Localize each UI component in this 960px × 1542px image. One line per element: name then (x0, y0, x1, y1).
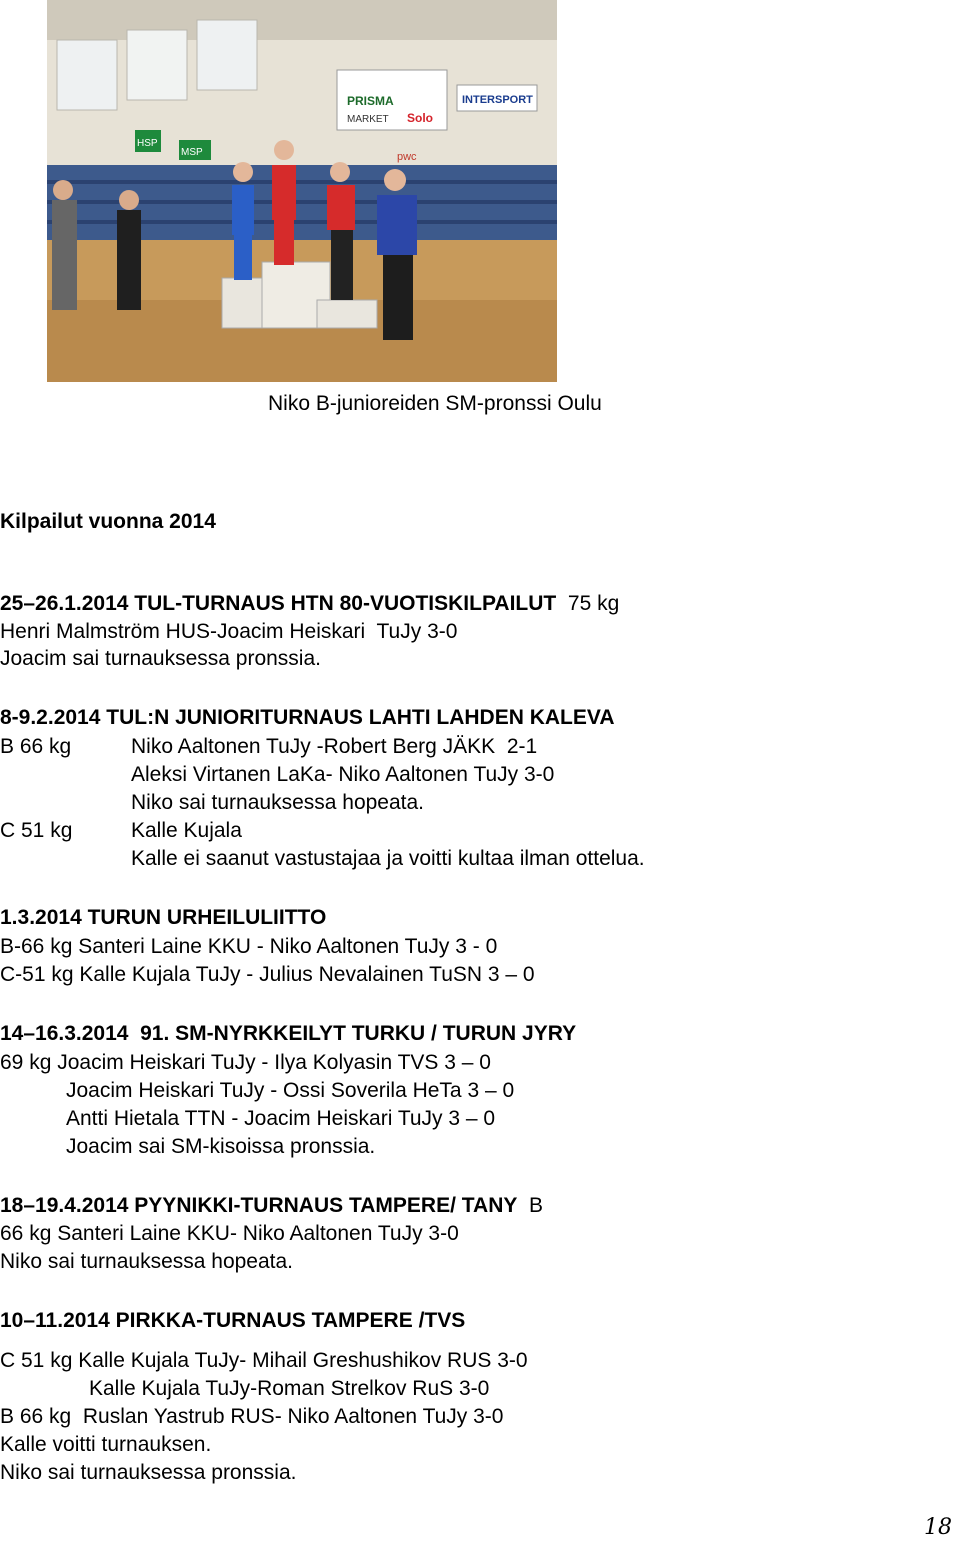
banner-pwc: pwc (397, 151, 417, 163)
event-title-suffix: B (517, 1194, 544, 1217)
photo-caption: Niko B-junioreiden SM-pronssi Oulu (268, 392, 602, 415)
event-3-title: 1.3.2014 TURUN URHEILULIITTO (0, 906, 327, 929)
event-2-line-4 (0, 818, 242, 844)
event-5-title (0, 1193, 543, 1219)
event-5-line-1: 66 kg Santeri Laine KKU- Niko Aaltonen TuJy 3-0 (0, 1222, 459, 1245)
event-title-suffix: 75 kg (556, 592, 620, 615)
event-title: 25–26.1.2014 TUL-TURNAUS HTN 80-VUOTISKILPAILUT (0, 592, 557, 615)
event-2-line-1 (0, 734, 538, 760)
event-6-line-3: B 66 kg Ruslan Yastrub RUS- Niko Aaltonen TuJy 3-0 (0, 1405, 504, 1428)
banner-prisma: PRISMA (347, 94, 394, 108)
section-heading: Kilpailut vuonna 2014 (0, 510, 216, 533)
page-number: 18 (924, 1515, 952, 1540)
result-text: Niko sai turnauksessa hopeata. (131, 791, 425, 814)
photo-icon (47, 0, 557, 382)
podium-photo (47, 0, 557, 382)
event-1-line-1: Henri Malmström HUS-Joacim Heiskari TuJy 3-0 (0, 620, 458, 643)
result-text: Kalle Kujala (131, 819, 242, 842)
weight-class: C 51 kg (0, 819, 73, 842)
event-6-line-5: Niko sai turnauksessa pronssia. (0, 1461, 297, 1484)
event-2-title: 8-9.2.2014 TUL:N JUNIORITURNAUS LAHTI LAHDEN KALEVA (0, 706, 615, 729)
event-5-line-2: Niko sai turnauksessa hopeata. (0, 1250, 294, 1273)
banner-market: MARKET (347, 114, 389, 125)
banner-msp: MSP (181, 147, 203, 158)
result-text: Niko Aaltonen TuJy -Robert Berg JÄKK 2-1 (131, 735, 538, 758)
event-1-title (0, 591, 619, 617)
event-title: 18–19.4.2014 PYYNIKKI-TURNAUS TAMPERE/ TANY (0, 1194, 518, 1217)
event-3-line-2: C-51 kg Kalle Kujala TuJy - Julius Nevalainen TuSN 3 – 0 (0, 963, 535, 986)
event-4-line-1: 69 kg Joacim Heiskari TuJy - Ilya Kolyasin TVS 3 – 0 (0, 1051, 491, 1074)
weight-class: B 66 kg (0, 735, 72, 758)
event-6-line-1: C 51 kg Kalle Kujala TuJy- Mihail Greshushikov RUS 3-0 (0, 1349, 528, 1372)
event-4-title: 14–16.3.2014 91. SM-NYRKKEILYT TURKU / TURUN JYRY (0, 1022, 577, 1045)
event-6-line-2: Kalle Kujala TuJy-Roman Strelkov RuS 3-0 (89, 1377, 490, 1400)
event-6-line-4: Kalle voitti turnauksen. (0, 1433, 212, 1456)
result-text: Aleksi Virtanen LaKa- Niko Aaltonen TuJy 3-0 (131, 763, 555, 786)
event-6-title: 10–11.2014 PIRKKA-TURNAUS TAMPERE /TVS (0, 1309, 466, 1332)
event-1-line-2: Joacim sai turnauksessa pronssia. (0, 647, 321, 670)
event-4-line-4: Joacim sai SM-kisoissa pronssia. (66, 1135, 376, 1158)
event-4-line-2: Joacim Heiskari TuJy - Ossi Soverila HeTa 3 – 0 (66, 1079, 515, 1102)
event-4-line-3: Antti Hietala TTN - Joacim Heiskari TuJy 3 – 0 (66, 1107, 496, 1130)
result-text: Kalle ei saanut vastustajaa ja voitti kultaa ilman ottelua. (131, 847, 645, 870)
banner-hsp: HSP (137, 138, 158, 149)
event-3-line-1: B-66 kg Santeri Laine KKU - Niko Aaltonen TuJy 3 - 0 (0, 935, 498, 958)
banner-solo: Solo (407, 111, 433, 125)
banner-intersport: INTERSPORT (462, 94, 533, 106)
